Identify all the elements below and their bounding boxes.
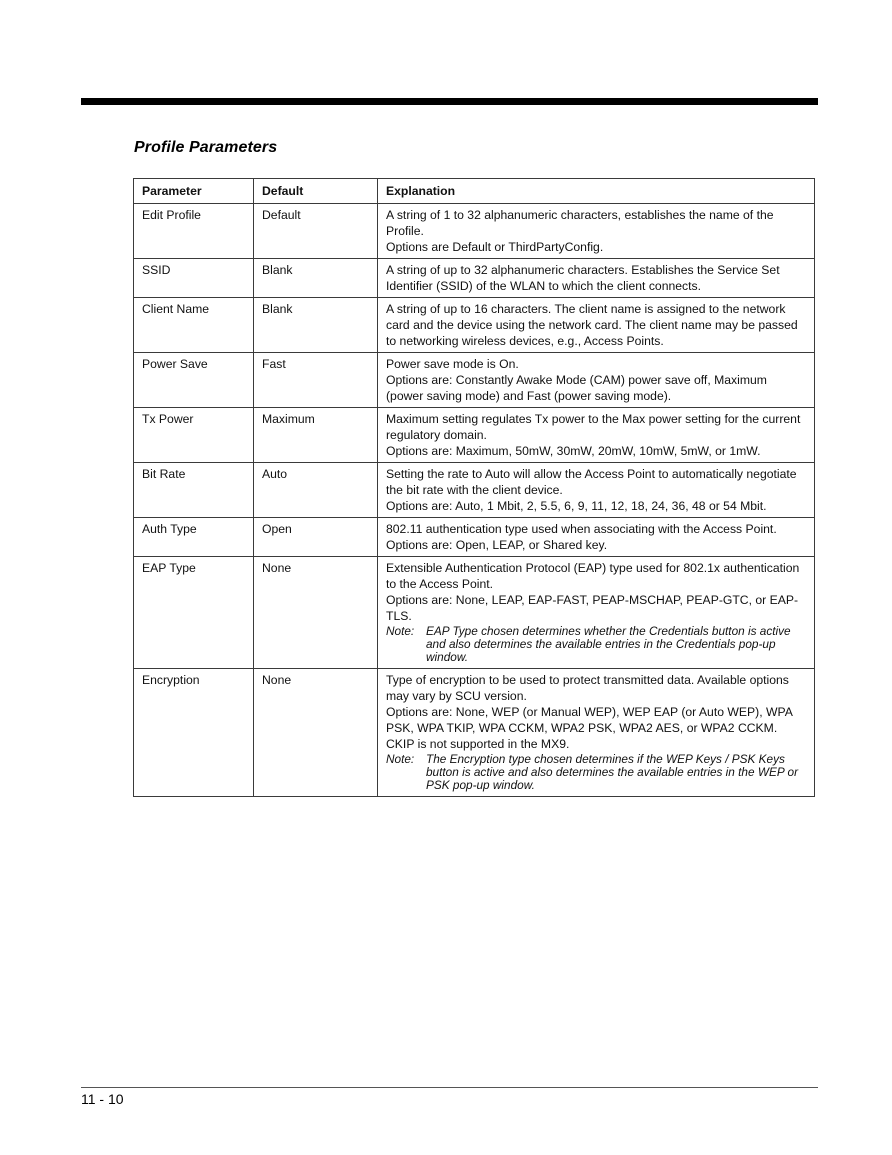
note-label: Note: (386, 752, 415, 766)
parameter-cell: EAP Type (134, 557, 254, 669)
table-row (134, 298, 815, 353)
parameter-cell: Bit Rate (134, 463, 254, 518)
footer-rule (81, 1087, 818, 1088)
header-default: Default (254, 179, 378, 204)
header-explanation: Explanation (378, 179, 815, 204)
explanation-line: Setting the rate to Auto will allow the Access Point to automatically negotiate the bit rate with the client device. (386, 467, 797, 497)
note-text: EAP Type chosen determines whether the Credentials button is active and also determines the available entries in the Credentials pop-up window. (426, 624, 791, 664)
explanation-line: A string of up to 32 alphanumeric characters. Establishes the Service Set Identifier (SSID) of the WLAN to which the client connects. (386, 263, 780, 293)
default-cell: None (254, 557, 378, 669)
table-row (134, 463, 815, 518)
table-row (134, 353, 815, 408)
explanation-line: Options are Default or ThirdPartyConfig. (386, 240, 604, 254)
table-row (134, 408, 815, 463)
explanation-cell (378, 298, 815, 353)
table-row (134, 259, 815, 298)
explanation-line: A string of 1 to 32 alphanumeric characters, establishes the name of the Profile. (386, 208, 774, 238)
note (386, 753, 806, 792)
explanation-line: Options are: Open, LEAP, or Shared key. (386, 538, 608, 552)
table-row (134, 557, 815, 669)
note-text: The Encryption type chosen determines if the WEP Keys / PSK Keys button is active and also determines the available entries in the WEP or PSK pop-up window. (426, 752, 799, 792)
table-body (134, 204, 815, 797)
note (386, 625, 806, 664)
header-parameter: Parameter (134, 179, 254, 204)
page-number: 11 - 10 (81, 1091, 124, 1107)
parameter-cell: Client Name (134, 298, 254, 353)
explanation-cell (378, 669, 815, 797)
explanation-line: Options are: None, WEP (or Manual WEP), WEP EAP (or Auto WEP), WPA PSK, WPA TKIP, WPA CCKM, WPA2 PSK, WPA2 AES, or WPA2 CCKM. (386, 705, 793, 735)
default-cell: Auto (254, 463, 378, 518)
explanation-line: A string of up to 16 characters. The client name is assigned to the network card and the device using the network card. The client name may be passed to networking wireless devices, e.g., Access Points. (386, 302, 798, 348)
table-row (134, 204, 815, 259)
profile-parameters-table (133, 178, 815, 797)
explanation-cell (378, 518, 815, 557)
default-cell: Open (254, 518, 378, 557)
explanation-cell (378, 408, 815, 463)
explanation-cell (378, 204, 815, 259)
explanation-cell (378, 353, 815, 408)
parameter-cell: Edit Profile (134, 204, 254, 259)
parameter-cell: Encryption (134, 669, 254, 797)
explanation-line: Power save mode is On. (386, 357, 519, 371)
note-label: Note: (386, 624, 415, 638)
default-cell: Blank (254, 259, 378, 298)
explanation-line: Options are: Auto, 1 Mbit, 2, 5.5, 6, 9, 11, 12, 18, 24, 36, 48 or 54 Mbit. (386, 499, 767, 513)
header-rule (81, 98, 818, 105)
explanation-cell (378, 259, 815, 298)
parameter-cell: Auth Type (134, 518, 254, 557)
explanation-line: 802.11 authentication type used when associating with the Access Point. (386, 522, 777, 536)
explanation-line: Options are: None, LEAP, EAP-FAST, PEAP-MSCHAP, PEAP-GTC, or EAP-TLS. (386, 593, 799, 623)
parameter-cell: Power Save (134, 353, 254, 408)
parameter-cell: SSID (134, 259, 254, 298)
default-cell: Blank (254, 298, 378, 353)
table-row (134, 518, 815, 557)
explanation-line: Type of encryption to be used to protect transmitted data. Available options may vary by SCU version. (386, 673, 789, 703)
explanation-line: Options are: Constantly Awake Mode (CAM) power save off, Maximum (power saving mode) and Fast (power saving mode). (386, 373, 767, 403)
explanation-cell (378, 463, 815, 518)
table-header-row (134, 179, 815, 204)
section-title: Profile Parameters (134, 139, 278, 156)
explanation-line: Extensible Authentication Protocol (EAP) type used for 802.1x authentication to the Access Point. (386, 561, 800, 591)
default-cell: Default (254, 204, 378, 259)
default-cell: Fast (254, 353, 378, 408)
default-cell: None (254, 669, 378, 797)
explanation-line: CKIP is not supported in the MX9. (386, 737, 570, 751)
table-row (134, 669, 815, 797)
explanation-cell (378, 557, 815, 669)
explanation-line: Options are: Maximum, 50mW, 30mW, 20mW, 10mW, 5mW, or 1mW. (386, 444, 761, 458)
default-cell: Maximum (254, 408, 378, 463)
table-header (134, 179, 815, 204)
parameter-cell: Tx Power (134, 408, 254, 463)
explanation-line: Maximum setting regulates Tx power to the Max power setting for the current regulatory domain. (386, 412, 801, 442)
